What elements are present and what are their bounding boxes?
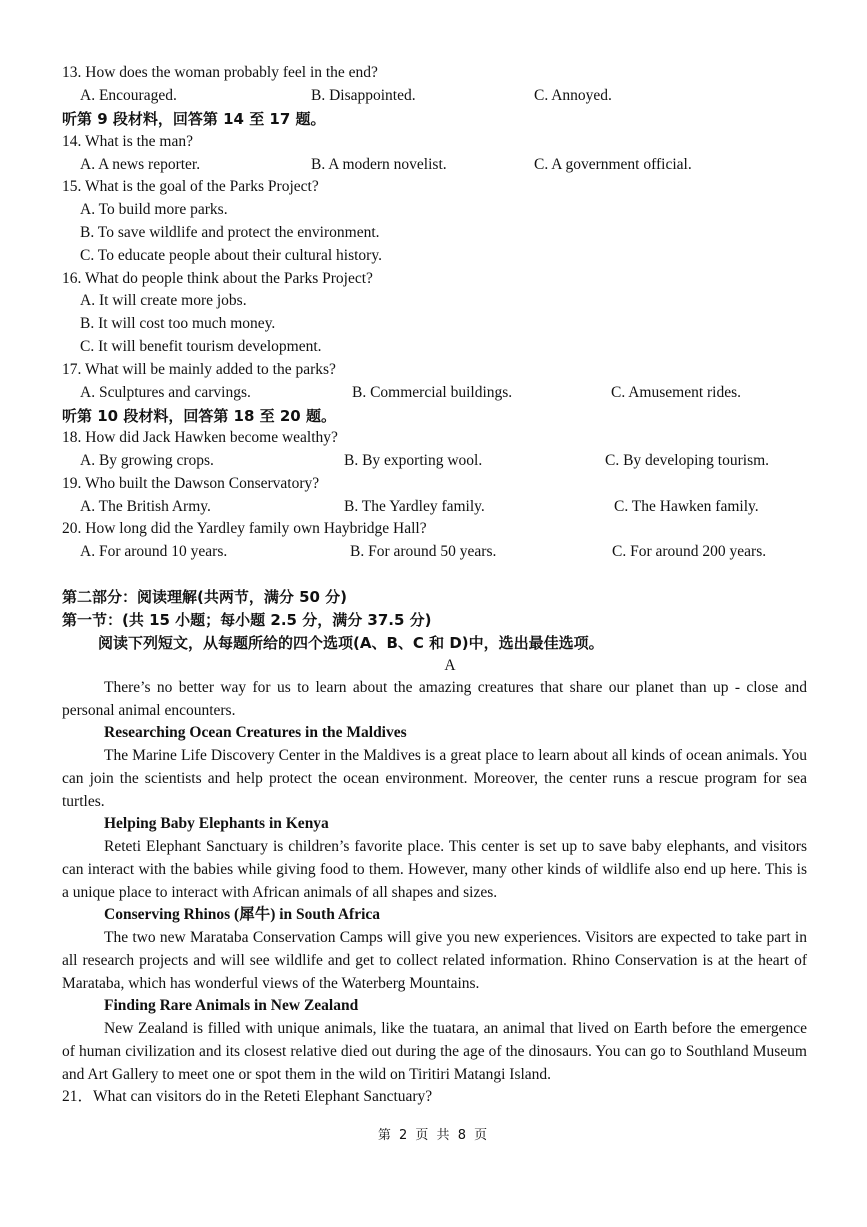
q16-option-b: B. It will cost too much money. [80, 315, 276, 332]
q15-option-c: C. To educate people about their cultural history. [80, 247, 382, 264]
q17-option-a: A. Sculptures and carvings. [80, 384, 251, 401]
question-20: 20. How long did the Yardley family own Haybridge Hall? [62, 520, 427, 537]
q17-option-b: B. Commercial buildings. [352, 384, 513, 401]
q19-option-a: A. The British Army. [80, 498, 211, 515]
passage-heading-maldives: Researching Ocean Creatures in the Maldives [104, 724, 407, 741]
q14-option-a: A. A news reporter. [80, 156, 201, 173]
q16-option-a: A. It will create more jobs. [80, 292, 247, 309]
section-9-heading: 听第 9 段材料，回答第 14 至 17 题。 [62, 110, 326, 128]
question-18: 18. How did Jack Hawken become wealthy? [62, 429, 338, 446]
passage-heading-kenya: Helping Baby Elephants in Kenya [104, 815, 329, 832]
q13-option-a: A. Encouraged. [80, 87, 177, 104]
q13-option-c: C. Annoyed. [534, 87, 612, 104]
passage-paragraph-kenya: Reteti Elephant Sanctuary is children’s favorite place. This center is set up to save baby elephants, and visitors can interact with the babies while giving food to them. However, many other kinds of wildlife also end up here. This is a unique place to interact with African animals of all shapes and sizes. [62, 838, 807, 901]
passage-intro: There’s no better way for us to learn about the amazing creatures that share our planet than up - close and personal animal encounters. [62, 679, 807, 719]
q15-option-a: A. To build more parks. [80, 201, 228, 218]
page-footer: 第 2 页 共 8 页 [377, 1128, 490, 1143]
q20-option-b: B. For around 50 years. [350, 543, 497, 560]
q14-option-c: C. A government official. [534, 156, 692, 173]
section-10-heading: 听第 10 段材料，回答第 18 至 20 题。 [62, 407, 336, 425]
passage-paragraph-south-africa: The two new Marataba Conservation Camps will give you new experiences. Visitors are expected to take part in all research projects and will see wildlife and get to collect related information. Rhino Conservation is at the heart of Marataba, which has wonderful views of the Waterberg Mountains. [62, 929, 807, 992]
q18-option-c: C. By developing tourism. [605, 452, 770, 469]
question-13: 13. How does the woman probably feel in the end? [62, 64, 378, 81]
q20-option-a: A. For around 10 years. [80, 543, 228, 560]
question-19: 19. Who built the Dawson Conservatory? [62, 475, 320, 492]
part-2-section-1: 第一节：(共 15 小题；每小题 2.5 分，满分 37.5 分) [62, 611, 432, 629]
passage-letter: A [444, 657, 456, 674]
q19-option-c: C. The Hawken family. [614, 498, 759, 515]
q13-option-b: B. Disappointed. [311, 87, 416, 104]
question-14: 14. What is the man? [62, 133, 194, 150]
q20-option-c: C. For around 200 years. [612, 543, 767, 560]
q14-option-b: B. A modern novelist. [311, 156, 447, 173]
passage-heading-new-zealand: Finding Rare Animals in New Zealand [104, 997, 359, 1014]
q15-option-b: B. To save wildlife and protect the environment. [80, 224, 380, 241]
q17-option-c: C. Amusement rides. [611, 384, 742, 401]
part-2-title: 第二部分：阅读理解(共两节，满分 50 分) [62, 588, 348, 606]
reading-instruction: 阅读下列短文，从每题所给的四个选项(A、B、C 和 D)中，选出最佳选项。 [98, 634, 604, 652]
question-15: 15. What is the goal of the Parks Project? [62, 178, 319, 195]
q18-option-a: A. By growing crops. [80, 452, 214, 469]
passage-heading-south-africa: Conserving Rhinos (犀牛) in South Africa [104, 906, 381, 923]
q18-option-b: B. By exporting wool. [344, 452, 483, 469]
q16-option-c: C. It will benefit tourism development. [80, 338, 322, 355]
passage-paragraph-maldives: The Marine Life Discovery Center in the Maldives is a great place to learn about all kinds of ocean animals. You can join the scientists and help protect the ocean environment. Moreover, the center runs a rescue program for sea turtles. [62, 747, 807, 810]
q19-option-b: B. The Yardley family. [344, 498, 485, 515]
question-21: 21．What can visitors do in the Reteti Elephant Sanctuary? [62, 1088, 433, 1105]
question-16: 16. What do people think about the Parks Project? [62, 270, 373, 287]
passage-paragraph-new-zealand: New Zealand is filled with unique animals, like the tuatara, an animal that lived on Earth before the emergence of human civilization and its closest relative died out during the age of the dinosaurs. You can go to Southland Museum and Art Gallery to meet one or spot them in the wild on Tiritiri Matangi Island. [62, 1020, 807, 1083]
question-17: 17. What will be mainly added to the parks? [62, 361, 336, 378]
